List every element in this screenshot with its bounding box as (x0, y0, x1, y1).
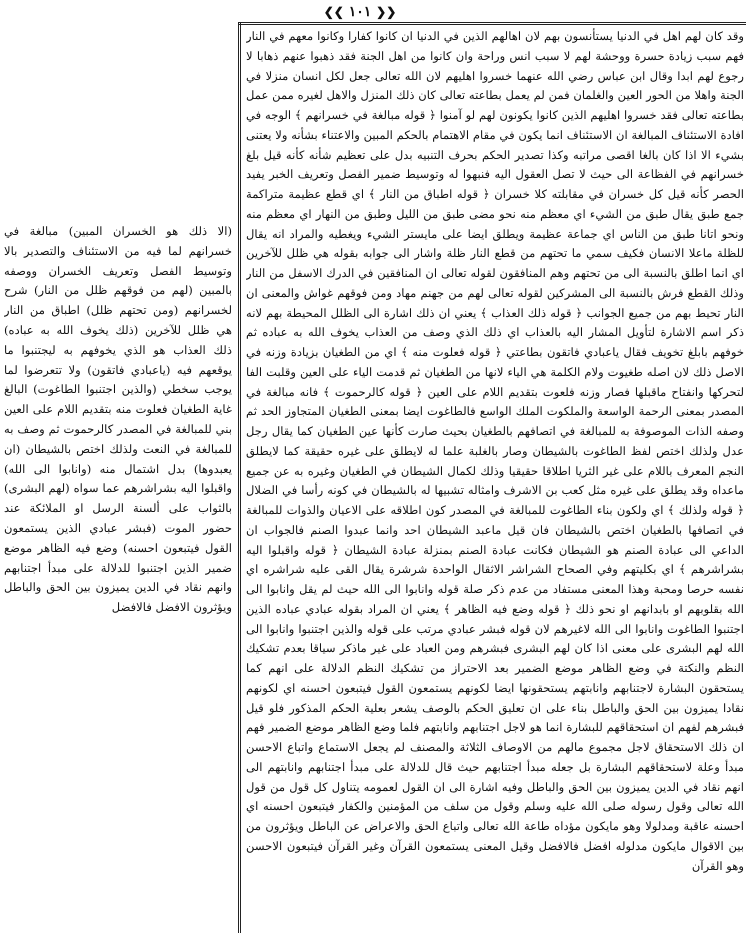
main-commentary-column (246, 27, 744, 933)
main-commentary-text: وقد كان لهم اهل في الدنيا يستأنسون بهم لان اهالهم الذين في الدنيا ان كانوا كفارا وكانوا معهم في النار فهم سبب زيادة حسرة ووحشة لهم لا سبب انس وراحة وان كانوا من اهل الجنة فقد ذهبوا عنهم ذهابا لا رجوع لهم ابدا وقال ابن عباس رضي الله عنهما خسروا اهليهم لان الله تعالى جعل لكل انسان منزلا في الجنة واهلا من الحور العين والغلمان فمن لم يعمل بطاعته تعالى كان ذلك المنزل والاهل لغيره ممن عمل بطاعته تعالى فقد خسروا اهليهم الذين كانوا يكونون لهم لو آمنوا ﴿ قوله مبالغة في خسرانهم ﴾ الوجه في افادة الاستئناف المبالغة ان الاستئناف انما يكون في مقام الاهتمام بالحكم المبين والاعتناء بشأنه ولا يعتنى بشيء الا اذا كان بالغا اقصى مراتبه وكذا تصدير الحكم بحرف التنبيه بدل على تعظيم شأنه كأنه قيل بلغ خسرانهم في الفظاعة الى حيث لا تصل العقول اليه فنبهوا له وتوسيط ضمير الفصل وتعريف الخبر يفيد الحصر كأنه قيل كل خسران في مقابلته كلا خسران ﴿ قوله اطباق من النار ﴾ اي قطع عظيمة متراكمة جمع طبق يقال طبق من الشيء اي معظم منه نحو مضى طبق من الليل وطبق من النهار اي معظم منه ونحو اتانا طبق من الناس اي جماعة عظيمة ويطلق ايضا على مايستر الشيء ويغطيه والمراد انه يقال للظلة ماعلا الانسان فكيف سمي ما تحتهم من قطع النار ظلة واشار الى جوابه بقوله هي ظلل للآخرين اي انما اطلق بالنسبة الى من تحتهم وهم المنافقون لقوله تعالى ان المنافقين في الدرك الاسفل من النار وذلك القطع فرش بالنسبة الى المشركين لقوله تعالى لهم من جهنم مهاد ومن فوقهم غواش والمعنى ان النار تحيط بهم من جميع الجوانب ﴿ قوله ذلك العذاب ﴾ يعني ان ذلك اشارة الى الظلل المحيطة بهم لانه ذكر اسم الاشارة لتأويل المشار اليه بالعذاب اي ذلك الذي وصف من العذاب يخوف الله به عباده ثم خوفهم بابلغ تخويف فقال ياعبادي فاتقون بطاعتي ﴿ قوله فعلوت منه ﴾ اي من الطغيان بزيادة وزنه في الاصل ذلك لان اصله طغيوت ولام الكلمة هي الياء لانها من الطغيان ثم قدمت الياء على العين وقلبت الفا لتحركها وانفتاح ماقبلها فصار وزنه فلعوت بتقديم اللام على العين ﴿ قوله كالرحموت ﴾ فانه مبالغة في المصدر بمعنى الرحمة الواسعة والملكوت الملك الواسع فالطاغوت ايضا بمعنى الطغيان المتجاوز الحد ثم وصفه الذات الموصوفة به للمبالغة في اتصافهم بالطغيان بحيث صارت كأنها عين الطغيان كما يقال رجل عدل ولذلك اختص لفظ الطاغوت بالشيطان وصار بالغلبة علما له لايطلق على غيره حقيقة كما لايطلق النجم المعرف باللام على غير الثريا اطلاقا حقيقيا وذلك لكمال الشيطان في الطغيان وغيره به عن جميع ماعداه وقد يطلق على غيره مثل كعب بن الاشرف وامثاله تشبيها له بالشيطان في كونه رأسا في الضلال ﴿ قوله ولذلك ﴾ اي ولكون بناء الطاغوت للمبالغة في المصدر كون اطلاقه على الاعيان والذوات للمبالغة في اتصافها بالطغيان اختص بالشيطان فان قيل ماعبد الشيطان احد وانما عبدوا الصنم فالجواب ان الداعي الى عبادة الصنم هو الشيطان فكانت عبادة الصنم بمنزلة عبادة الشيطان ﴿ قوله واقبلوا اليه بشراشرهم ﴾ اي بكليتهم وفي الصحاح الشراشر الاثقال الواحدة شرشرة يقال القى عليه شراشره اي نفسه حرصا ومحبة وهذا المعنى مستفاد من عدم ذكر صلة قوله وانابوا الى الله حيث لم يقل وانابوا الى الله بقلوبهم او بابدانهم او نحو ذلك ﴿ قوله وضع فيه الظاهر ﴾ يعني ان المراد بقوله عبادي عباده الذين اجتنبوا الطاغوت وانابوا الى الله لاغيرهم لان قوله فبشر عبادي مرتب على قوله والذين اجتنبوا وانابوا الى الله لهم البشرى على معنى اذا كان لهم البشرى فبشرهم ومن العباد على غير ماذكر سياقا بعدم تشكيك النظم والنكتة في وضع الظاهر موضع الضمير بعد الاحتراز من تشكيك النظم الدلالة على انهم كما يستحقون البشارة لاجتنابهم وانابتهم يستحقونها ايضا لكونهم يستمعون القول فيتبعون احسنه اي لكونهم نقادا يميزون بين الحق والباطل بناء على ان تعليق الحكم بالوصف يشعر بعلية الحكم المذكور فلو قيل فبشرهم لفهم ان استحقاقهم للبشارة انما هو لاجل اجتنابهم وانابتهم فلما وضع الظاهر موضع الضمير فهم ان ذلك الاستحقاق لاجل مجموع مالهم من الاوصاف الثلاثة والمصنف لم يجعل الاستماع واتباع الاحسن مبدأ وعلة لاستحقاقهم البشارة بل جعله مبدأ اجتنابهم حيث قال للدلالة على مبدأ اجتنابهم وانابتهم الى انهم نقاد في الدين يميزون بين الحق والباطل وفيه اشارة الى ان القول لعمومه يتناول كل قول من قول الله تعالى وقول رسوله صلى الله عليه وسلم وقول من سلف من المؤمنين والكفار فيتبعون احسنه اي احسنه عاقبة ومدلولا وهو مايكون مؤداه طاعة الله تعالى واتباع الحق والاعراض عن الباطل ويؤثرون من بين الاقوال مايكون مدلوله افضل فالافضل وقيل المعنى يستمعون القرآن وغير القرآن فيتبعون الاحسن وهو القرآن (246, 29, 744, 873)
ornament-right: ❯❯ (376, 5, 397, 19)
frame-top-rule (238, 22, 746, 25)
margin-tafsir-column (4, 222, 232, 918)
ornament-left: ❮❮ (323, 5, 344, 19)
frame-column-rule (238, 22, 241, 933)
page-number (300, 3, 420, 21)
page-number-value: ١٠١ (348, 4, 372, 20)
margin-tafsir-text: (الا ذلك هو الخسران المبين) مبالغة في خسرانهم لما فيه من الاستئناف والتصدير بالا وتوسيط الفصل وتعريف الخسران ووصفه بالمبين (لهم من فوقهم ظلل من النار) شرح لخسرانهم (ومن تحتهم ظلل) اطباق من النار هي ظلل للآخرين (ذلك يخوف الله به عباده) ذلك العذاب هو الذي يخوفهم به ليجتنبوا ما يوقعهم فيه (ياعبادي فاتقون) ولا تتعرضوا لما يوجب سخطي (والذين اجتنبوا الطاغوت) البالغ غاية الطغيان فعلوت منه بتقديم اللام على العين بني للمبالغة في المصدر كالرحموت ثم وصف به للمبالغة في النعت ولذلك اختص بالشيطان (ان يعبدوها) بدل اشتمال منه (وانابوا الى الله) واقبلوا اليه بشراشرهم عما سواه (لهم البشرى) بالثواب على ألسنة الرسل او الملائكة عند حضور الموت (فبشر عبادي الذين يستمعون القول فيتبعون احسنه) وضع فيه الظاهر موضع ضمير الذين اجتنبوا للدلالة على مبدأ اجتنابهم وانهم نقاد في الدين يميزون بين الحق والباطل ويؤثرون الافضل فالافضل (4, 224, 232, 615)
